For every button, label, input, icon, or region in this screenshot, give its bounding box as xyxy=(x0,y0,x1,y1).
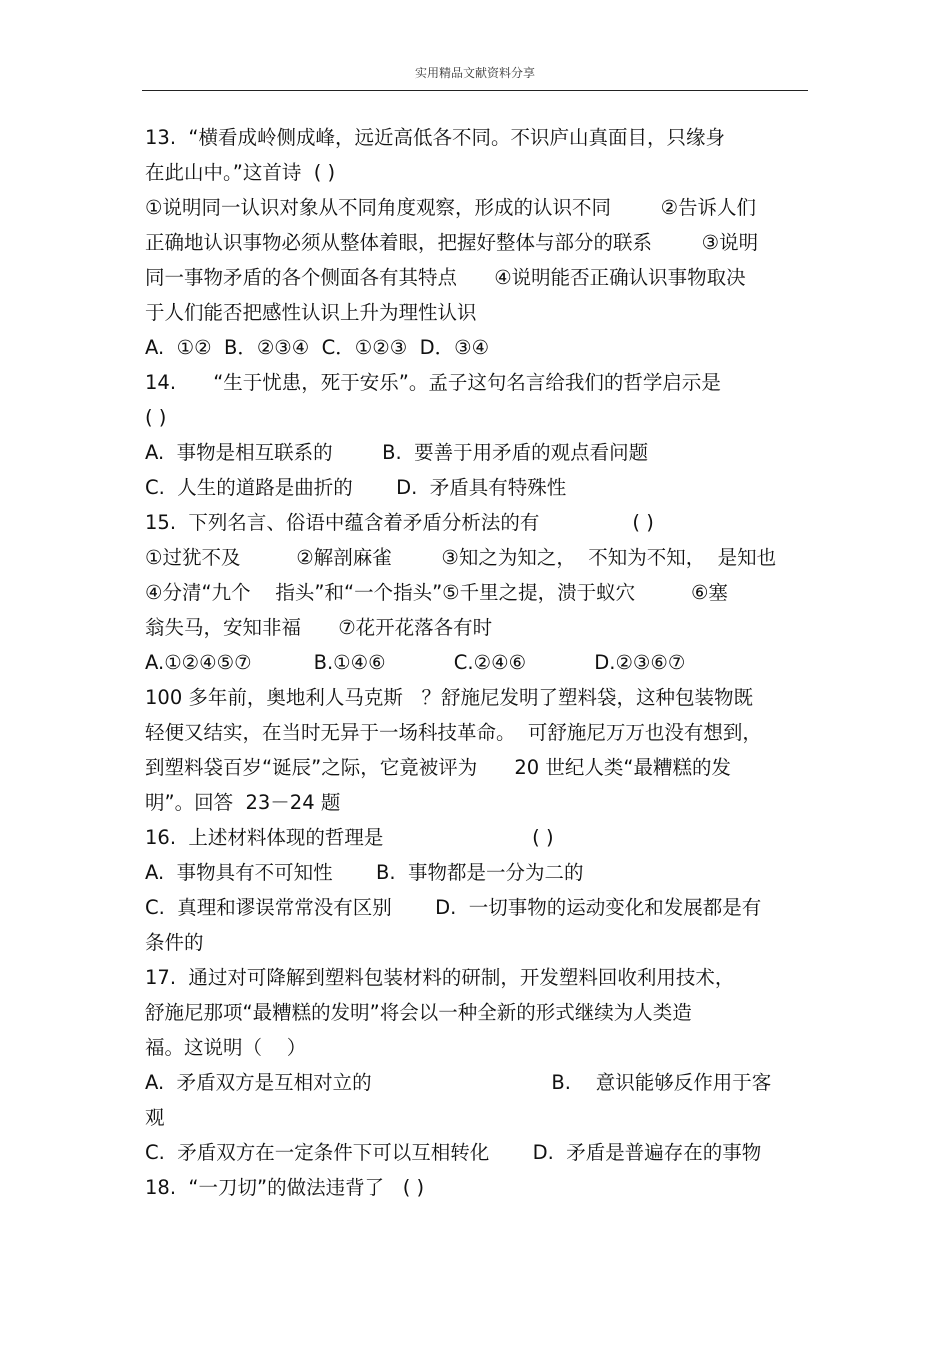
answer-options: A. 矛盾双方是互相对立的 B. 意识能够反作用于客 xyxy=(145,1071,772,1094)
text-line: 于人们能否把感性认识上升为理性认识 xyxy=(145,301,477,324)
answer-options: A. 事物具有不可知性 B. 事物都是一分为二的 xyxy=(145,861,584,884)
text-line: 福。这说明（ ） xyxy=(145,1036,307,1059)
text-line: 16. 上述材料体现的哲理是 ( ) xyxy=(145,826,554,849)
text-line: 轻便又结实，在当时无异于一场科技革命。 可舒施尼万万也没有想到， xyxy=(145,721,762,744)
text-line: 正确地认识事物必须从整体着眼，把握好整体与部分的联系 ③说明 xyxy=(145,231,759,254)
text-line: 条件的 xyxy=(145,931,204,954)
answer-options: C. 人生的道路是曲折的 D. 矛盾具有特殊性 xyxy=(145,476,567,499)
answer-options: A. 事物是相互联系的 B. 要善于用矛盾的观点看问题 xyxy=(145,441,649,464)
text-line: ( ) xyxy=(145,406,167,429)
text-line: 舒施尼那项“最糟糕的发明”将会以一种全新的形式继续为人类造 xyxy=(145,1001,692,1024)
text-line: 明”。回答 23－24 题 xyxy=(145,791,341,814)
text-line: 到塑料袋百岁“诞辰”之际，它竟被评为 20 世纪人类“最糟糕的发 xyxy=(145,756,732,779)
text-line: 观 xyxy=(145,1106,165,1129)
text-line: ①过犹不及 ②解剖麻雀 ③知之为知之， 不知为不知， 是知也 xyxy=(145,546,777,569)
text-line: 18. “一刀切”的做法违背了 ( ) xyxy=(145,1176,425,1199)
answer-options: A. ①② B．②③④ C．①②③ D．③④ xyxy=(145,336,490,359)
text-line: 在此山中。”这首诗 ( ) xyxy=(145,161,336,184)
text-line: 17. 通过对可降解到塑料包装材料的研制，开发塑料回收利用技术， xyxy=(145,966,735,989)
text-line: ①说明同一认识对象从不同角度观察，形成的认识不同 ②告诉人们 xyxy=(145,196,757,219)
answer-options: C. 矛盾双方在一定条件下可以互相转化 D. 矛盾是普遍存在的事物 xyxy=(145,1141,762,1164)
text-line: 同一事物矛盾的各个侧面各有其特点 ④说明能否正确认识事物取决 xyxy=(145,266,746,289)
text-line: 15. 下列名言、俗语中蕴含着矛盾分析法的有 ( ) xyxy=(145,511,654,534)
header-divider xyxy=(142,90,808,91)
text-line: 翁失马，安知非福 ⑦花开花落各有时 xyxy=(145,616,493,639)
text-line: ④分清“九个 指头”和“一个指头”⑤千里之提，溃于蚁穴 ⑥塞 xyxy=(145,581,728,604)
text-line: 13. “横看成岭侧成峰，远近高低各不同。不识庐山真面目，只缘身 xyxy=(145,126,726,149)
answer-options: A.①②④⑤⑦ B.①④⑥ C.②④⑥ D.②③⑥⑦ xyxy=(145,651,686,674)
page-header: 实用精品文献资料分享 xyxy=(414,66,535,80)
text-line: 14. “生于忧患，死于安乐”。孟子这句名言给我们的哲学启示是 xyxy=(145,371,721,394)
text-line: 100 多年前，奥地利人马克斯 ？舒施尼发明了塑料袋，这种包装物既 xyxy=(145,686,754,709)
answer-options: C. 真理和谬误常常没有区别 D. 一切事物的运动变化和发展都是有 xyxy=(145,896,762,919)
document-body xyxy=(145,120,815,1205)
